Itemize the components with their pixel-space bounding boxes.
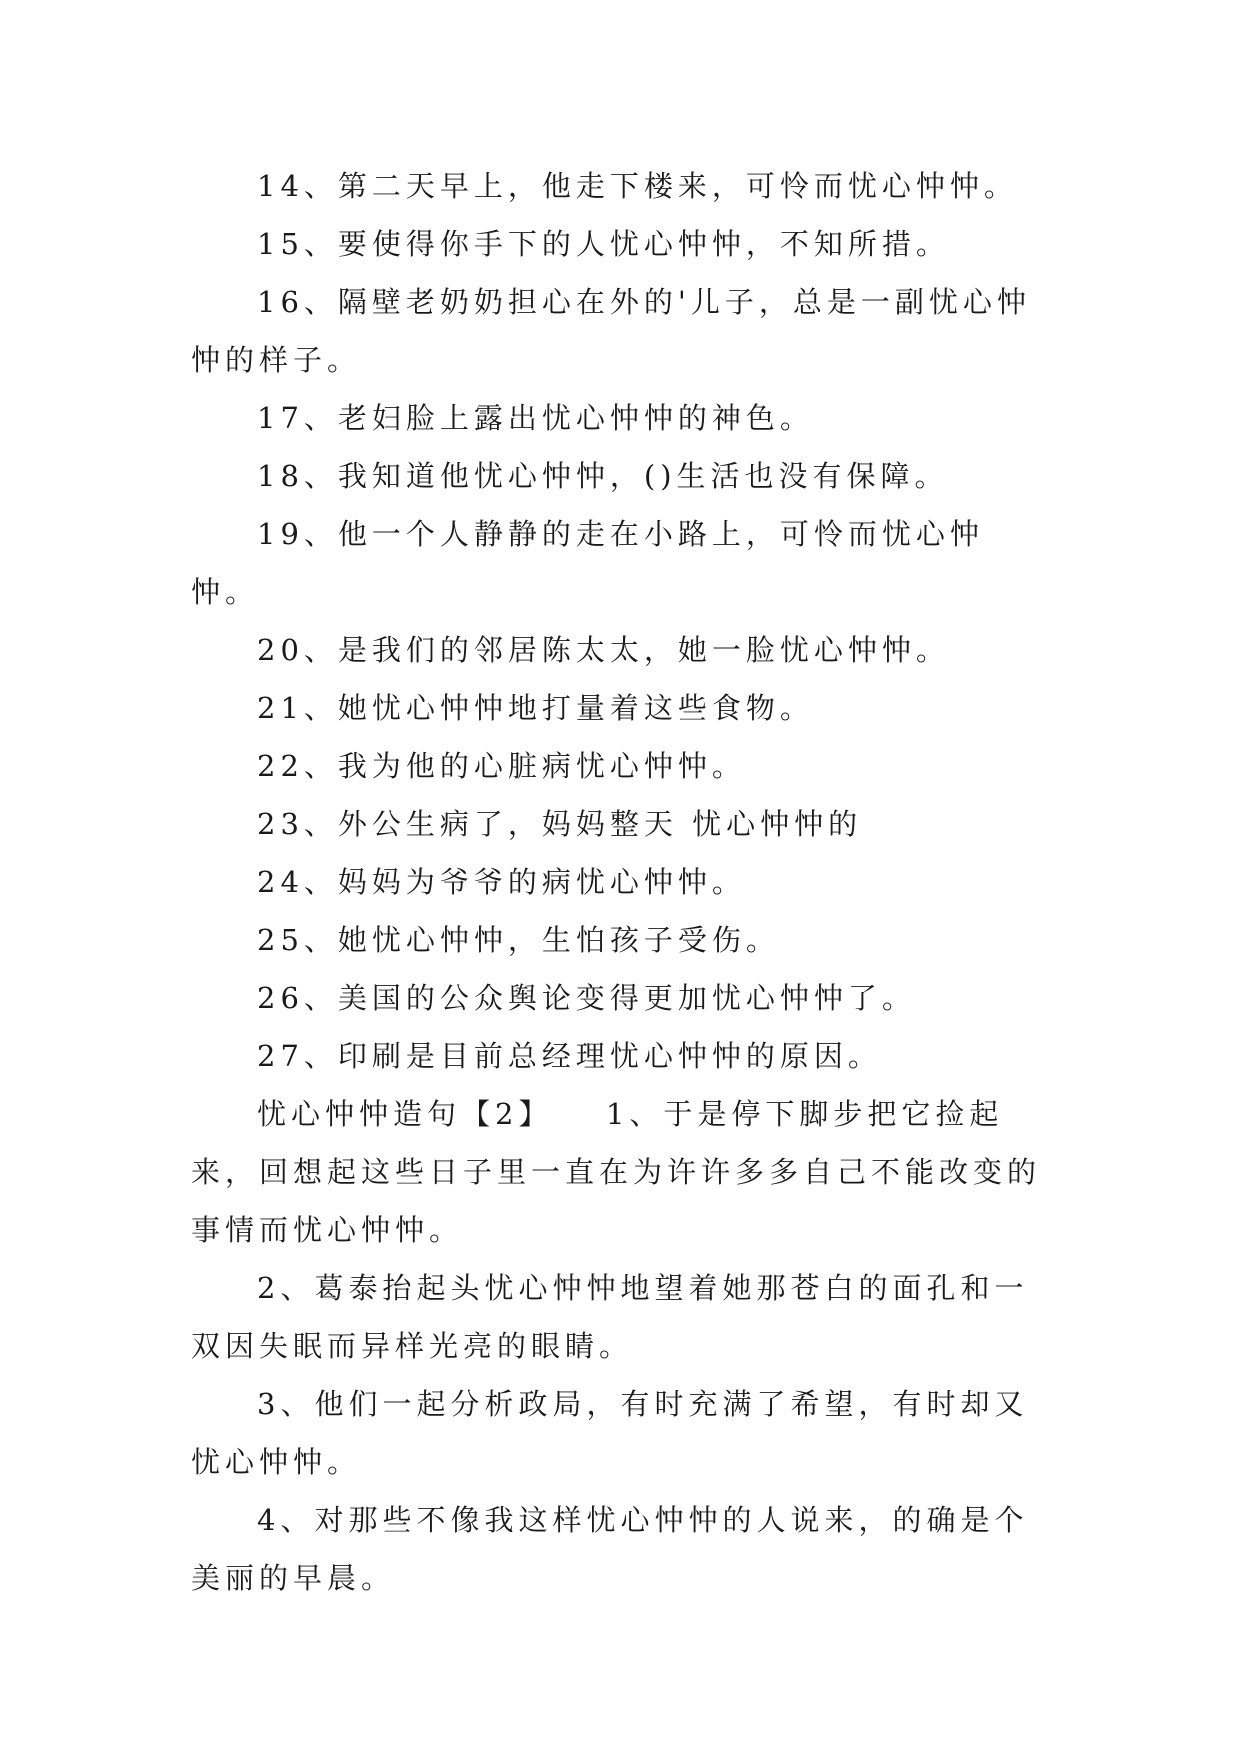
paragraph: 4、对那些不像我这样忧心忡忡的人说来，的确是个美丽的早晨。 [191, 1503, 1029, 1595]
paragraph: 21、她忧心忡忡地打量着这些食物。 [257, 691, 814, 725]
paragraph: 19、他一个人静静的走在小路上，可怜而忧心忡忡。 [191, 517, 984, 609]
paragraph: 18、我知道他忧心忡忡，()生活也没有保障。 [257, 459, 949, 493]
section-heading-paragraph: 忧心忡忡造句【2】 1、于是停下脚步把它捡起来，回想起这些日子里一直在为许许多多自己不能改变的事情而忧心忡忡。 [191, 1097, 1042, 1247]
paragraph: 17、老妇脸上露出忧心忡忡的神色。 [257, 401, 814, 435]
paragraph: 22、我为他的心脏病忧心忡忡。 [257, 749, 746, 783]
paragraph: 27、印刷是目前总经理忧心忡忡的原因。 [257, 1039, 882, 1073]
paragraph: 3、他们一起分析政局，有时充满了希望，有时却又忧心忡忡。 [191, 1387, 1029, 1479]
paragraph: 2、葛泰抬起头忧心忡忡地望着她那苍白的面孔和一双因失眠而异样光亮的眼睛。 [191, 1271, 1029, 1363]
paragraph: 24、妈妈为爷爷的病忧心忡忡。 [257, 865, 746, 899]
paragraph: 26、美国的公众舆论变得更加忧心忡忡了。 [257, 981, 916, 1015]
paragraph: 15、要使得你手下的人忧心忡忡，不知所措。 [257, 227, 950, 261]
paragraph: 14、第二天早上，他走下楼来，可怜而忧心忡忡。 [257, 169, 1018, 203]
paragraph: 25、她忧心忡忡，生怕孩子受伤。 [257, 923, 780, 957]
paragraph: 23、外公生病了，妈妈整天 忧心忡忡的 [257, 807, 863, 841]
document-body [191, 157, 1051, 1607]
paragraph: 20、是我们的邻居陈太太，她一脸忧心忡忡。 [257, 633, 950, 667]
paragraph: 16、隔壁老奶奶担心在外的'儿子，总是一副忧心忡忡的样子。 [191, 285, 1031, 377]
